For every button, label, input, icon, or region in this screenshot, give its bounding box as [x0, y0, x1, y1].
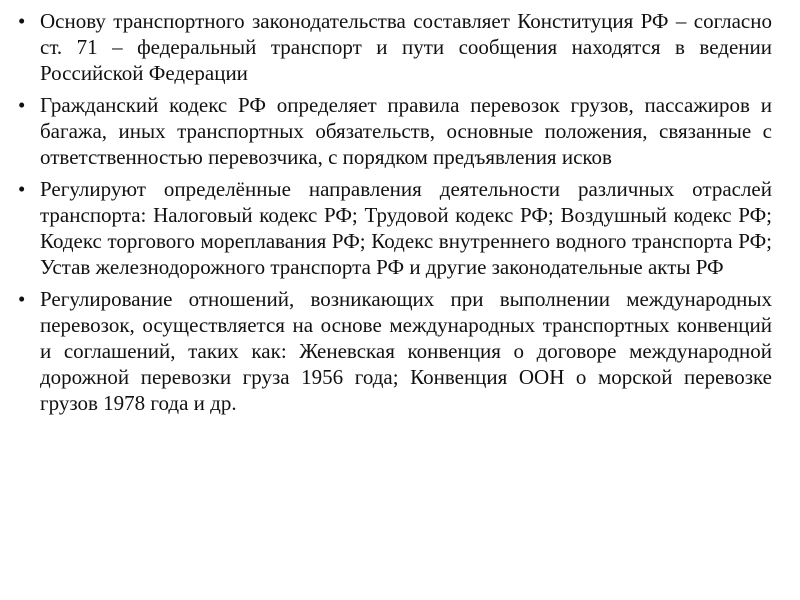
bullet-text: Регулирование отношений, возникающих при выполнении международных перевозок, осуществляется на основе международных транспортных конвенций и соглашений, таких как: Женевская конвенция о договоре международной дорожной перевозки груза 1956 года; Конвенция ООН о морской перевозке грузов 1978 года и др.: [40, 287, 772, 415]
bullet-text: Гражданский кодекс РФ определяет правила перевозок грузов, пассажиров и багажа, иных транспортных обязательств, основные положения, связанные с ответственностью перевозчика, с порядком предъявления исков: [40, 93, 772, 169]
bullet-item-other-codes: [14, 176, 772, 280]
bullet-dot-icon: •: [18, 9, 26, 33]
bullet-item-constitution: [14, 8, 772, 86]
bullet-dot-icon: •: [18, 287, 26, 311]
bullet-dot-icon: •: [18, 93, 26, 117]
bullet-text: Регулируют определённые направления деятельности различных отраслей транспорта: Налоговый кодекс РФ; Трудовой кодекс РФ; Воздушный кодекс РФ; Кодекс торгового мореплавания РФ; Кодекс внутреннего водного транспорта РФ; Устав железнодорожного транспорта РФ и другие законодательные акты РФ: [40, 177, 772, 279]
bullet-dot-icon: •: [18, 177, 26, 201]
bullet-item-civil-code: [14, 92, 772, 170]
bullet-list: [14, 8, 772, 416]
bullet-text: Основу транспортного законодательства составляет Конституция РФ – согласно ст. 71 – федеральный транспорт и пути сообщения находятся в ведении Российской Федерации: [40, 9, 772, 85]
bullet-item-international: [14, 286, 772, 416]
